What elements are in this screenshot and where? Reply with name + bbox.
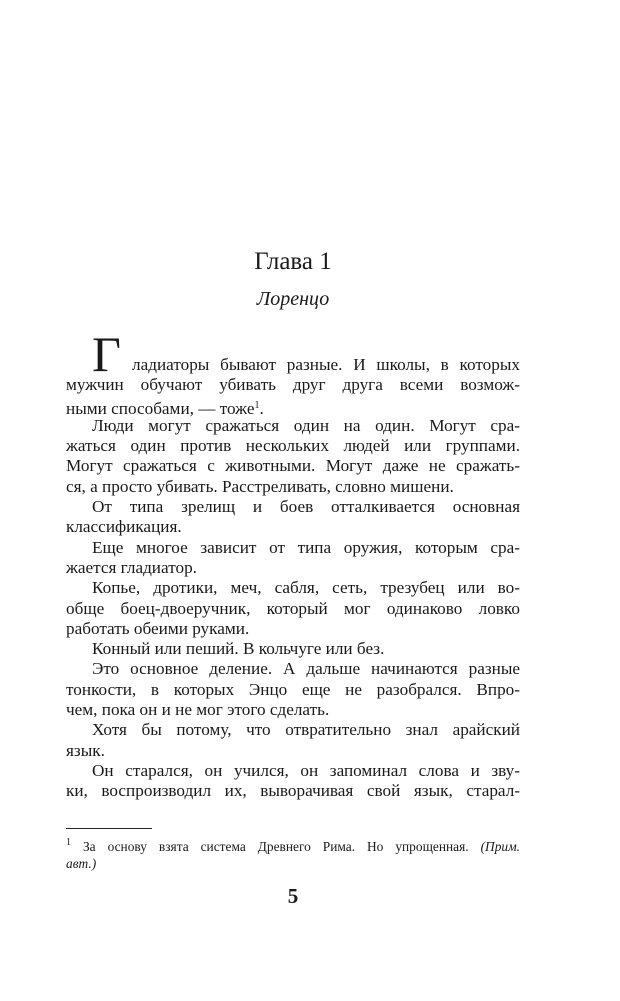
footnote-note: (Прим.: [480, 839, 520, 854]
text-line: [66, 326, 520, 382]
text-line: [66, 720, 520, 740]
line-text: Могут сражаться с животными. Могут даже не сражать-: [66, 456, 520, 476]
text-line: [66, 436, 520, 456]
line-text: чем, пока он и не мог этого сделать.: [66, 700, 330, 720]
line-text: жается гладиатор.: [66, 557, 197, 577]
footnote-line: [66, 834, 520, 855]
text-line: [66, 781, 520, 801]
chapter-title: Глава 1: [254, 248, 332, 275]
text-line: [66, 761, 520, 781]
text-line: [66, 375, 520, 395]
line-text: жаться один против нескольких людей или группами.: [66, 436, 520, 456]
text-line: [66, 578, 520, 598]
text-line: [66, 477, 520, 497]
footnote-line: авт.): [66, 856, 97, 871]
text-line: [66, 619, 520, 639]
text-line: [66, 517, 520, 537]
text-line: [66, 396, 520, 416]
drop-cap: Г: [92, 326, 121, 382]
line-text: Он старался, он учился, он запоминал слова и зву-: [92, 760, 520, 780]
text-line: [66, 639, 520, 659]
line-text: ными способами, — тоже: [66, 398, 255, 418]
text-line: [66, 700, 520, 720]
footnote-text: За основу взята система Древнего Рима. Но упрощенная.: [82, 839, 469, 854]
footnote-marker: 1: [66, 837, 71, 848]
text-line: [66, 741, 520, 761]
text-line: [66, 680, 520, 700]
chapter-subtitle: Лоренцо: [256, 288, 330, 310]
line-text: Люди могут сражаться один на один. Могут сра-: [92, 415, 520, 435]
line-text: язык.: [66, 740, 105, 760]
line-text: Еще многое зависит от типа оружия, которым сра-: [92, 537, 520, 557]
line-text: Конный или пеший. В кольчуге или без.: [92, 639, 385, 659]
line-text: ладиаторы бывают разные. И школы, в которых: [132, 355, 520, 374]
line-text: обще боец-двоеручник, который мог одинаково ловко: [66, 598, 520, 618]
text-line: [66, 558, 520, 578]
line-text: Хотя бы потому, что отвратительно знал арайский: [92, 720, 520, 740]
body-text: [66, 326, 520, 802]
line-text: работать обеими руками.: [66, 618, 250, 638]
text-line: [66, 659, 520, 679]
line-text: ся, а просто убивать. Расстреливать, словно мишени.: [66, 476, 454, 496]
line-text: Копье, дротики, меч, сабля, сеть, трезубец или во-: [92, 578, 520, 598]
text-line: [66, 538, 520, 558]
text-line: [66, 497, 520, 517]
page-number: 5: [287, 884, 299, 908]
line-text: От типа зрелищ и боев отталкивается основная: [92, 497, 520, 517]
text-line: [66, 416, 520, 436]
line-text-tail: .: [259, 398, 264, 418]
line-text: тонкости, в которых Энцо еще не разобрался. Впро-: [66, 679, 520, 699]
text-line: [66, 599, 520, 619]
text-line: [66, 456, 520, 476]
line-text: Это основное деление. А дальше начинаются разные: [92, 659, 520, 679]
line-text: мужчин обучают убивать друг друга всеми возмож-: [66, 375, 520, 395]
line-text: ки, воспроизводил их, выворачивая свой язык, старал-: [66, 781, 520, 801]
footnote: [66, 834, 520, 872]
footnote-divider: [66, 828, 152, 829]
footnote-reference[interactable]: 1: [254, 399, 260, 411]
line-text: классификация.: [66, 517, 182, 537]
